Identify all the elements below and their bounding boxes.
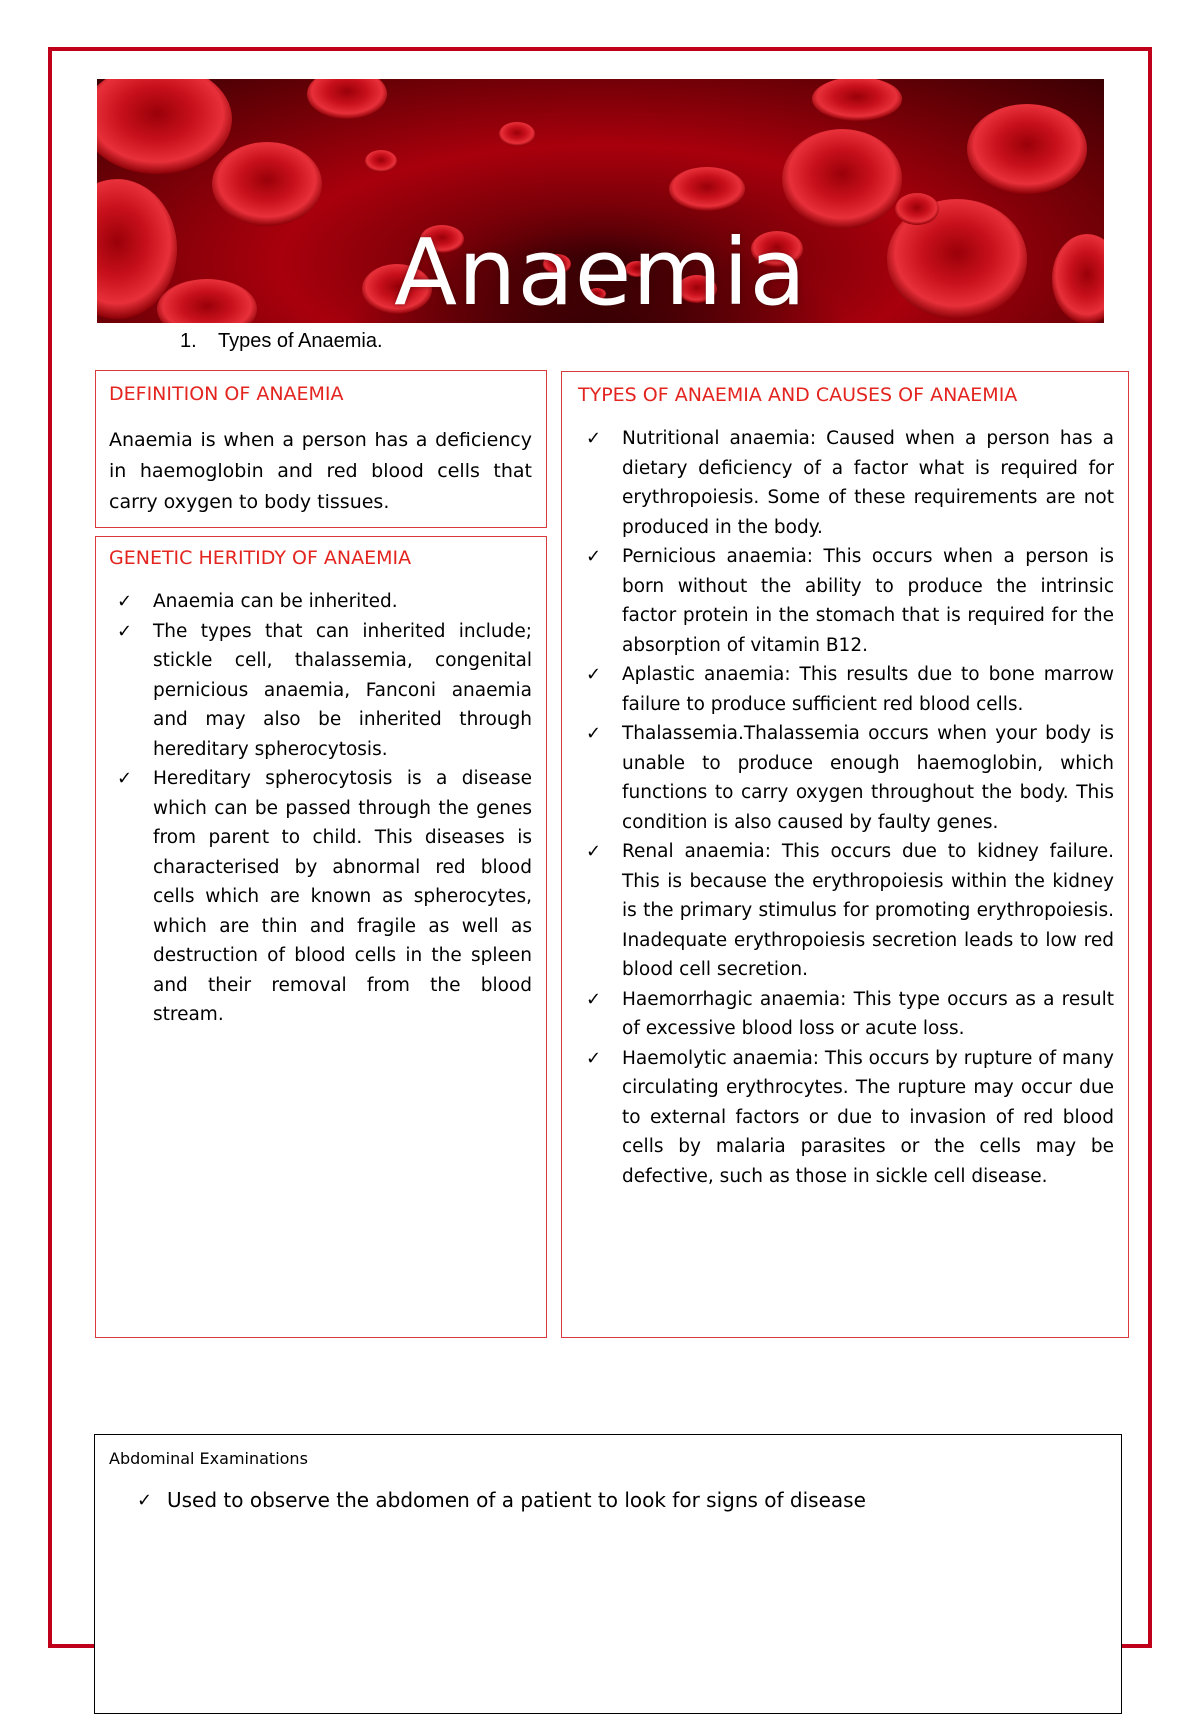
types-title: TYPES OF ANAEMIA AND CAUSES OF ANAEMIA: [578, 384, 1018, 406]
section-heading: [180, 330, 383, 353]
types-box: [561, 371, 1129, 1338]
checkmark-icon: ✓: [586, 546, 602, 567]
genetic-title: GENETIC HERITIDY OF ANAEMIA: [109, 547, 412, 569]
list-item: [109, 587, 532, 617]
checkmark-icon: ✓: [137, 1490, 153, 1511]
list-item: [109, 764, 532, 1030]
checkmark-icon: ✓: [586, 1047, 602, 1069]
list-item-text: Haemorrhagic anaemia: This type occurs as a result of excessive blood loss or acute loss.: [622, 988, 1114, 1039]
checkmark-icon: ✓: [586, 723, 602, 744]
list-item: [578, 424, 1114, 542]
list-item: [109, 617, 532, 765]
definition-text: Anaemia is when a person has a deficiency in haemoglobin and red blood cells that carry oxygen to body tissues.: [109, 429, 532, 513]
list-item: [578, 985, 1114, 1044]
abdominal-list: [109, 1486, 1107, 1516]
abdominal-title: Abdominal Examinations: [109, 1449, 308, 1468]
list-item: [578, 719, 1114, 837]
checkmark-icon: ✓: [586, 988, 602, 1010]
checkmark-icon: ✓: [586, 428, 602, 449]
genetic-box: [95, 536, 547, 1338]
genetic-list: [109, 587, 532, 1030]
list-item-text: Used to observe the abdomen of a patient to look for signs of disease: [167, 1488, 866, 1512]
list-item-text: Anaemia can be inherited.: [153, 591, 398, 612]
section-label: Types of Anaemia.: [218, 330, 383, 352]
list-item: [578, 1044, 1114, 1192]
banner-title: Anaemia: [394, 219, 807, 323]
definition-box: [95, 370, 547, 528]
checkmark-icon: ✓: [117, 620, 133, 642]
list-item-text: Renal anaemia: This occurs due to kidney failure. This is because the erythropoiesis within the kidney is the primary stimulus for promoting erythropoiesis. Inadequate erythropoiesis secretion leads to low red blood cell secretion.: [622, 841, 1114, 980]
definition-title: DEFINITION OF ANAEMIA: [109, 383, 344, 405]
list-item-text: Nutritional anaemia: Caused when a person has a dietary deficiency of a factor what is required for erythropoiesis. Some of these requirements are not produced in the body.: [622, 428, 1114, 538]
list-item-text: The types that can inherited include; stickle cell, thalassemia, congenital pernicious anaemia, Fanconi anaemia and may also be inherited through hereditary spherocytosis.: [153, 620, 532, 760]
checkmark-icon: ✓: [586, 841, 602, 862]
list-item-text: Pernicious anaemia: This occurs when a person is born without the ability to produce the intrinsic factor protein in the stomach that is required for the absorption of vitamin B12.: [622, 546, 1114, 656]
banner-image: [97, 79, 1104, 323]
list-item: [578, 542, 1114, 660]
types-list: [578, 424, 1114, 1191]
checkmark-icon: ✓: [117, 591, 133, 612]
list-item: [578, 660, 1114, 719]
list-item: [578, 837, 1114, 985]
list-item-text: Hereditary spherocytosis is a disease which can be passed through the genes from parent to child. This diseases is characterised by abnormal red blood cells which are known as spherocytes, which are thin and fragile as well as destruction of blood cells in the spleen and their removal from the blood stream.: [153, 768, 532, 1025]
section-number: 1.: [180, 330, 197, 352]
list-item-text: Thalassemia.Thalassemia occurs when your body is unable to produce enough haemoglobin, which functions to carry oxygen throughout the body. This condition is also caused by faulty genes.: [622, 723, 1114, 833]
checkmark-icon: ✓: [117, 768, 133, 789]
abdominal-box: [94, 1434, 1122, 1714]
checkmark-icon: ✓: [586, 664, 602, 685]
list-item-text: Aplastic anaemia: This results due to bone marrow failure to produce sufficient red blood cells.: [622, 664, 1114, 715]
list-item-text: Haemolytic anaemia: This occurs by rupture of many circulating erythrocytes. The rupture may occur due to external factors or due to invasion of red blood cells by malaria parasites or the cells may be defective, such as those in sickle cell disease.: [622, 1047, 1114, 1187]
list-item: [109, 1486, 1107, 1516]
